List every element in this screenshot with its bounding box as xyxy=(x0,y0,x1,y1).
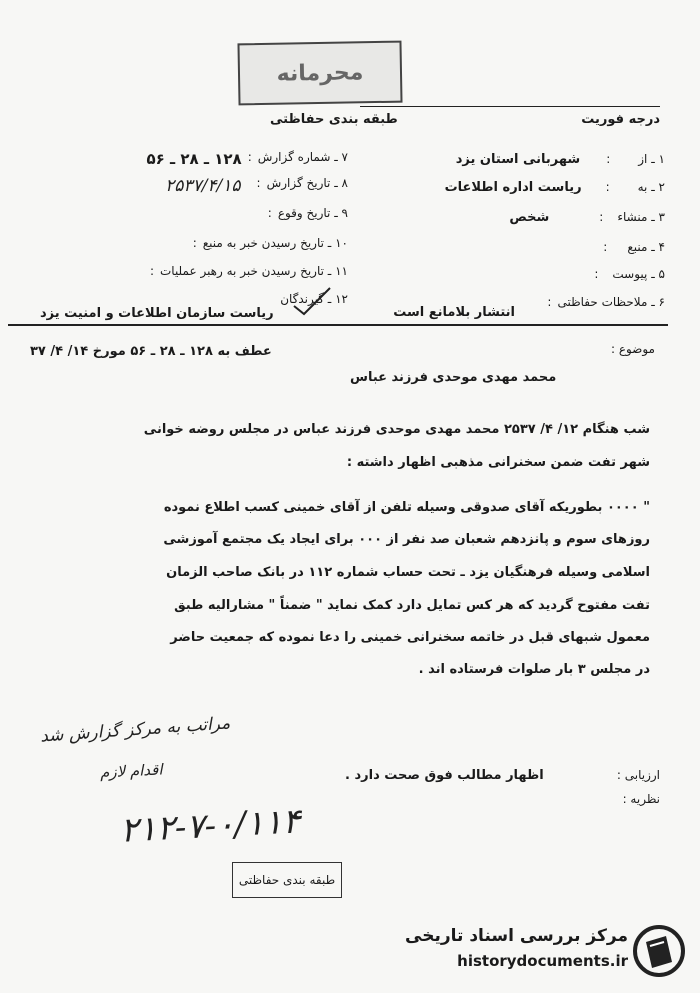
field-sep: : xyxy=(603,240,608,254)
archive-emblem-icon xyxy=(632,924,686,978)
handwritten-note-action: اقدام لازم xyxy=(99,760,163,782)
body-line: روزهای سوم و پانزدهم شعبان صد نفر از ۰۰۰ برای ایجاد یک مجتمع آموزشی xyxy=(163,532,650,547)
field-label: ۱۲ ـ گیرندگان xyxy=(280,292,348,306)
header-rule xyxy=(360,106,660,107)
field-label: ۹ ـ تاریخ وقوع xyxy=(277,206,348,220)
left-field-origin xyxy=(415,210,665,225)
field-label: ۷ ـ شماره گزارش xyxy=(257,150,348,164)
field-sep: : xyxy=(267,206,272,220)
subject-name: محمد مهدی موحدی فرزند عباس xyxy=(350,370,557,385)
body-line: معمول شبهای قبل در خاتمه سخنرانی خمینی را دعا نموده که جمعیت حاضر xyxy=(170,630,650,645)
field-label: ۸ ـ تاریخ گزارش xyxy=(266,176,348,190)
field-label: ۶ ـ ملاحظات حفاظتی xyxy=(557,295,665,309)
field-label: ۱۰ ـ تاریخ رسیدن خبر به منبع xyxy=(202,236,348,250)
handwritten-archive-code: ۲۱۲-۷-۰/۱۱۴ xyxy=(119,801,302,851)
check-mark-icon xyxy=(292,286,332,316)
field-sep: : xyxy=(599,210,604,224)
logo-name: مرکز بررسی اسناد تاریخی xyxy=(405,926,628,946)
left-field-source xyxy=(415,240,665,254)
body-line: شهر تفت ضمن سخنرانی مذهبی اظهار داشته : xyxy=(346,455,650,470)
recipients-value: ریاست سازمان اطلاعات و امنیت یزد xyxy=(40,306,274,321)
field-sep: : xyxy=(606,152,611,166)
right-field-report-date xyxy=(58,176,348,196)
field-sep: : xyxy=(594,267,599,281)
field-label: ۲ ـ به xyxy=(637,180,665,194)
subject-label: موضوع : xyxy=(610,342,655,356)
archive-logo xyxy=(380,918,690,984)
right-field-source-date xyxy=(58,236,348,250)
right-field-ops-date xyxy=(58,264,348,278)
right-field-report-number xyxy=(58,150,348,168)
body-line: شب هنگام ۱۲/ ۴/ ۲۵۳۷ محمد مهدی موحدی فرزند عباس در مجلس روضه خوانی xyxy=(143,422,650,437)
field-sep: : xyxy=(149,264,154,278)
field-label: ۵ ـ پیوست xyxy=(612,267,665,281)
field-value: شهربانی استان یزد xyxy=(455,152,581,167)
field-label: ۱۱ ـ تاریخ رسیدن خبر به رهبر عملیات xyxy=(159,264,348,278)
field-sep: : xyxy=(605,180,610,194)
right-field-occurrence-date xyxy=(58,206,348,220)
left-field-from xyxy=(415,152,665,167)
field-value: ۲۵۳۷/۴/۱۵ xyxy=(165,176,241,196)
left-field-attachment xyxy=(415,267,665,281)
body-line: " ۰۰۰۰ بطوریکه آقای صدوقی وسیله تلفن از آقای خمینی کسب اطلاع نموده xyxy=(163,500,650,515)
field-label: ۳ ـ منشاء xyxy=(617,210,665,224)
field-value: ۱۲۸ ـ ۲۸ ـ ۵۶ xyxy=(146,150,242,168)
urgency-label: درجه فوریت xyxy=(581,112,660,127)
section-rule xyxy=(8,324,668,326)
body-line: اسلامی وسیله فرهنگیان یزد ـ تحت حساب شماره ۱۱۲ در بانک صاحب الزمان xyxy=(166,565,650,580)
field-value: شخص xyxy=(509,210,550,225)
body-line: در مجلس ۳ بار صلوات فرستاده اند . xyxy=(418,662,650,677)
field-sep: : xyxy=(192,236,197,250)
field-value: ریاست اداره اطلاعات xyxy=(444,180,582,195)
field-sep: : xyxy=(256,176,261,190)
evaluation-value: اظهار مطالب فوق صحت دارد . xyxy=(345,768,544,783)
classification-stamp: محرمانه xyxy=(237,41,402,106)
field-sep: : xyxy=(247,150,252,164)
footer-classification: طبقه بندی حفاظتی xyxy=(232,862,342,898)
security-notes-value: انتشار بلامانع است xyxy=(393,305,515,320)
handwritten-note: مراتب به مرکز گزارش شد xyxy=(39,713,231,747)
classification-label: طبقه بندی حفاظتی xyxy=(270,112,398,127)
opinion-label: نظریه : xyxy=(622,792,660,806)
field-sep: : xyxy=(547,295,552,309)
field-label: ۴ ـ منبع xyxy=(627,240,665,254)
body-line: تفت مفتوح گردید که هر کس تمایل دارد کمک نماید " ضمناً " مشارالیه طبق xyxy=(174,598,650,613)
field-label: ۱ ـ از xyxy=(638,152,665,166)
logo-url: historydocuments.ir xyxy=(457,952,628,970)
subject-reference: عطف به ۱۲۸ ـ ۲۸ ـ ۵۶ مورخ ۱۴/ ۴/ ۳۷ xyxy=(30,344,272,359)
left-field-to xyxy=(375,180,665,195)
evaluation-label: ارزیابی : xyxy=(616,768,660,782)
